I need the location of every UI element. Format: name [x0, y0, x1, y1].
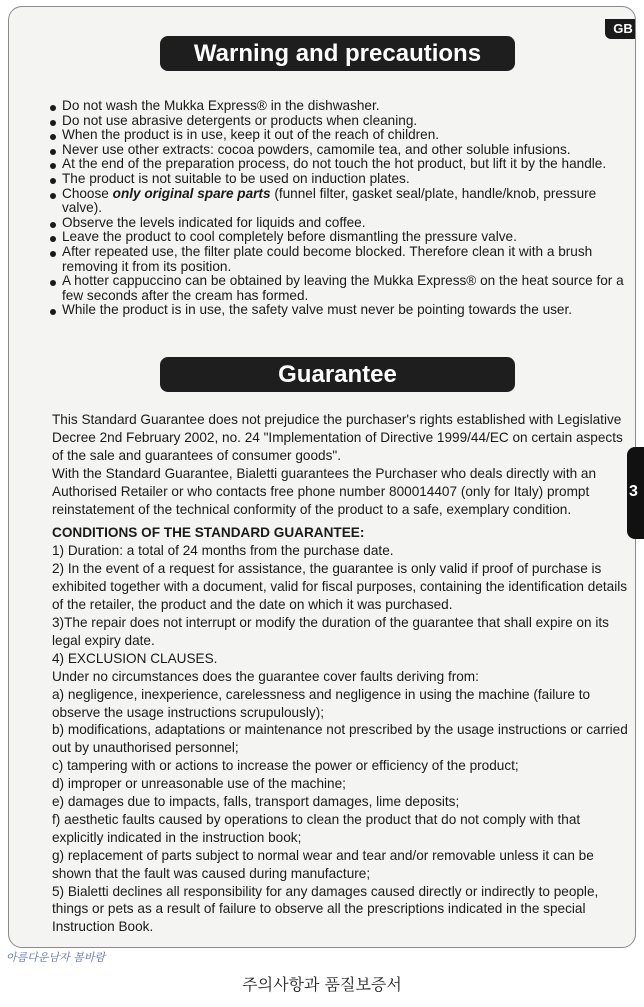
image-caption: 주의사항과 품질보증서	[242, 975, 402, 994]
guarantee-line: a) negligence, inexperience, carelessness and negligence in using the machine (failure to observe the usage instructions scrupulously);	[52, 686, 591, 720]
warning-item: Leave the product to cool completely before dismantling the pressure valve.	[47, 230, 633, 245]
guarantee-line: Under no circumstances does the guarantee cover faults deriving from:	[52, 668, 479, 684]
guarantee-intro-2: With the Standard Guarantee, Bialetti guarantees the Purchaser who deals directly with an Authorised Retailer or who contacts free phone number 800014407 (only for Italy) prompt reinstatement of the technical conformity of the product to a safe, exemplary condition.	[52, 465, 597, 517]
guarantee-line: e) damages due to impacts, falls, transport damages, lime deposits;	[52, 794, 460, 810]
warnings-list	[47, 99, 633, 318]
guarantee-line: 4) EXCLUSION CLAUSES.	[52, 650, 218, 666]
warning-item: When the product is in use, keep it out of the reach of children.	[47, 128, 633, 143]
spare-parts-suffix: (funnel filter, gasket seal/plate, handle/knob, pressure valve).	[62, 185, 597, 216]
warnings-title: Warning and precautions	[160, 36, 515, 71]
warning-item: Do not use abrasive detergents or products when cleaning.	[47, 114, 633, 129]
warning-item: While the product is in use, the safety valve must never be pointing towards the user.	[47, 303, 633, 318]
guarantee-line: c) tampering with or actions to increase the power or efficiency of the product;	[52, 758, 519, 774]
language-badge: GB	[605, 19, 636, 39]
conditions-heading: CONDITIONS OF THE STANDARD GUARANTEE:	[52, 525, 365, 541]
spare-parts-emphasis: only original spare parts	[112, 185, 271, 201]
warning-item: The product is not suitable to be used on induction plates.	[47, 172, 633, 187]
guarantee-body	[52, 411, 632, 936]
warning-item: At the end of the preparation process, do not touch the hot product, but lift it by the handle.	[47, 157, 633, 172]
warning-item: Never use other extracts: cocoa powders, camomile tea, and other soluble infusions.	[47, 143, 633, 158]
side-tab-number: 3	[629, 483, 638, 500]
guarantee-intro-1: This Standard Guarantee does not prejudice the purchaser's rights established with Legislative Decree 2nd February 2002, no. 24 "Implementation of Directive 1999/44/EC on certain aspects of the sale and guarantees of consumer goods".	[52, 412, 623, 463]
guarantee-line: 3)The repair does not interrupt or modify the duration of the guarantee that shall expire on its legal expiry date.	[52, 614, 609, 648]
guarantee-line: g) replacement of parts subject to normal wear and tear and/or removable unless it can be shown that the fault was caused during manufacture;	[52, 847, 594, 881]
guarantee-line: d) improper or unreasonable use of the machine;	[52, 776, 346, 792]
warning-item: After repeated use, the filter plate could become blocked. Therefore clean it with a brush removing it from its position.	[47, 245, 633, 274]
guarantee-line: 5) Bialetti declines all responsibility for any damages caused directly or indirectly to people, things or pets as a result of failure to observe all the prescriptions indicated in the special Instruction Book.	[52, 883, 599, 935]
guarantee-line: 2) In the event of a request for assistance, the guarantee is only valid if proof of purchase is exhibited together with a document, valid for fiscal purposes, containing the identification details of the retailer, the product and the date on which it was purchased.	[52, 561, 628, 613]
guarantee-line: b) modifications, adaptations or maintenance not prescribed by the usage instructions or carried out by unauthorised personnel;	[52, 722, 628, 756]
photo-watermark: 아름다운남자 봄바람	[6, 951, 106, 964]
manual-page	[8, 6, 636, 948]
guarantee-title: Guarantee	[160, 357, 515, 392]
warning-item: Observe the levels indicated for liquids and coffee.	[47, 216, 633, 231]
spare-parts-prefix: Choose	[62, 185, 109, 201]
warning-item-spare-parts	[47, 187, 633, 216]
section-side-tab	[627, 447, 644, 539]
warning-item: Do not wash the Mukka Express® in the dishwasher.	[47, 99, 633, 114]
guarantee-line: 1) Duration: a total of 24 months from the purchase date.	[52, 543, 394, 559]
guarantee-line: f) aesthetic faults caused by operations to clean the product that do not comply with that explicitly indicated in the instruction book;	[52, 811, 581, 845]
warning-item: A hotter cappuccino can be obtained by leaving the Mukka Express® on the heat source for a few seconds after the cream has formed.	[47, 274, 633, 303]
